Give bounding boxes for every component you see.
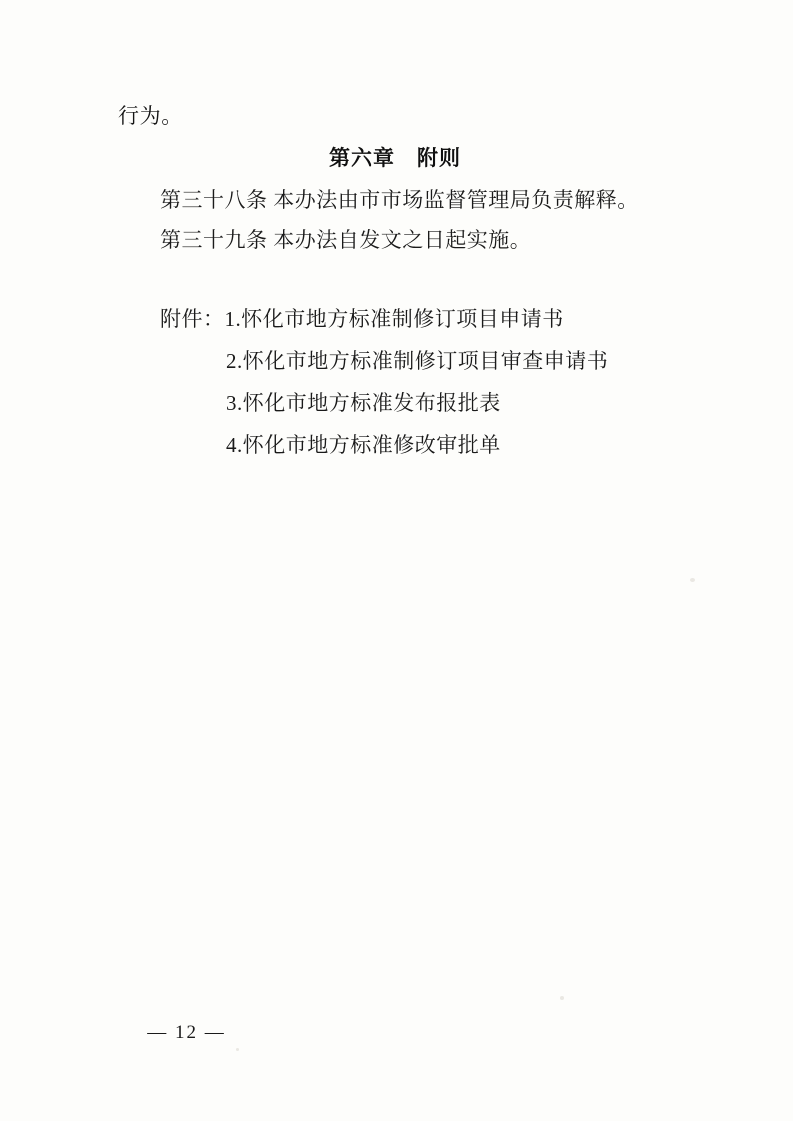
attachment-list <box>118 298 678 466</box>
page-number <box>0 1022 793 1044</box>
article-39: 第三十九条 本办法自发文之日起实施。 <box>160 228 532 252</box>
page-number-text: — 12 — <box>147 1022 226 1043</box>
attachment-item-2: 2.怀化市地方标准制修订项目审查申请书 <box>226 349 609 373</box>
paper-speck <box>690 578 695 582</box>
attachment-item-4: 4.怀化市地方标准修改审批单 <box>226 433 501 457</box>
attachment-label: 附件： <box>160 307 225 331</box>
attachment-item-1-text: 1.怀化市地方标准制修订项目申请书 <box>224 307 564 331</box>
attachment-item-3: 3.怀化市地方标准发布报批表 <box>226 391 501 415</box>
continued-paragraph: 行为。 <box>118 104 183 128</box>
article-38: 第三十八条 本办法由市市场监督管理局负责解释。 <box>160 188 639 212</box>
document-content <box>118 96 678 466</box>
paper-speck <box>236 1048 239 1051</box>
chapter-heading: 第六章 附则 <box>329 146 461 170</box>
attachment-item-1 <box>160 298 678 340</box>
paper-speck <box>560 996 564 1000</box>
paragraph-spacer <box>118 260 678 298</box>
